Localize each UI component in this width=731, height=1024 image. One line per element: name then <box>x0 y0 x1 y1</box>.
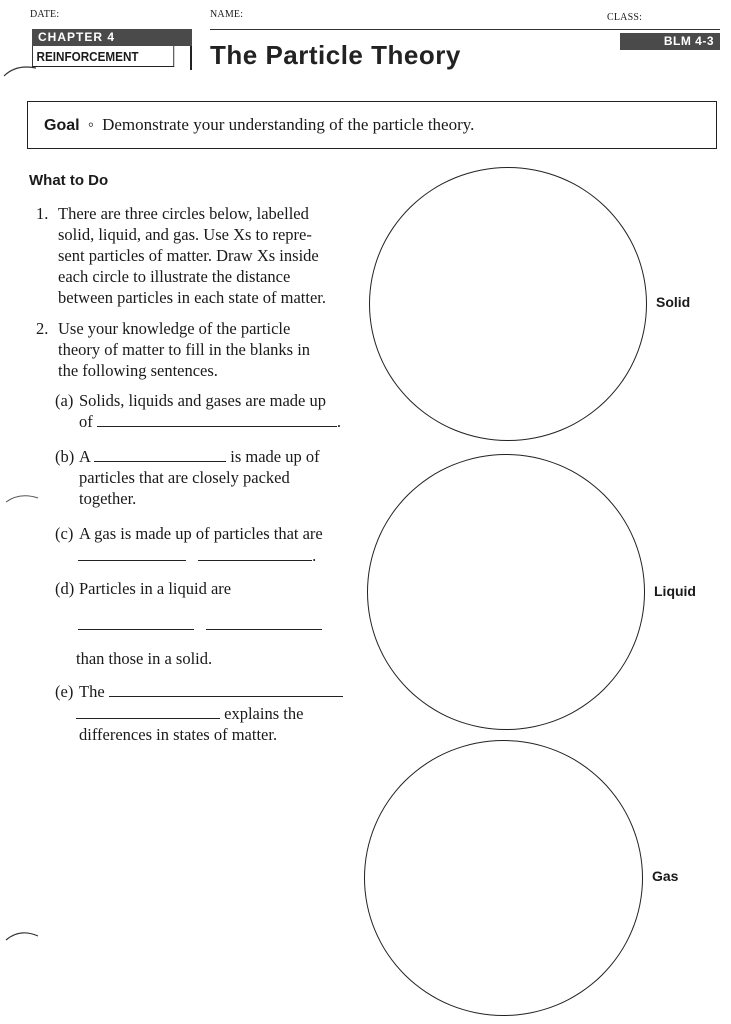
question-e-line2: explains the <box>76 703 303 724</box>
goal-text: Demonstrate your understanding of the particle theory. <box>102 115 475 134</box>
header-rule <box>210 29 720 30</box>
question-e-line1: The <box>79 681 343 702</box>
liquid-circle[interactable] <box>367 454 645 730</box>
goal-bullet: ◦ <box>87 115 94 134</box>
answer-blank[interactable] <box>76 704 220 719</box>
blm-badge: BLM 4-3 <box>620 33 720 50</box>
item-2-text: Use your knowledge of the particle theory of matter to fill in the blanks in the following sentences. <box>58 319 311 380</box>
question-c-label: (c) <box>55 524 74 543</box>
margin-curl-mark <box>2 62 38 80</box>
item-1-number: 1. <box>36 204 49 223</box>
chapter-box <box>32 29 192 69</box>
answer-blank[interactable] <box>198 546 312 561</box>
answer-blank[interactable] <box>94 447 226 462</box>
question-a-text: Solids, liquids and gases are made up <box>79 391 327 410</box>
question-b-line2: particles that are closely packed <box>79 468 290 487</box>
reinforcement-label: REINFORCEMENT <box>32 46 174 67</box>
question-e-line3: differences in states of matter. <box>79 725 278 744</box>
answer-blank[interactable] <box>78 546 186 561</box>
solid-label: Solid <box>656 294 691 310</box>
answer-blank[interactable] <box>206 615 322 630</box>
question-d-line3: than those in a solid. <box>76 649 213 668</box>
goal-label: Goal <box>44 117 80 134</box>
question-b-line3: together. <box>79 489 137 508</box>
class-label: CLASS: <box>607 12 643 23</box>
gas-label: Gas <box>652 868 679 884</box>
question-c-text: A gas is made up of particles that are <box>79 524 323 543</box>
name-label: NAME: <box>210 9 244 20</box>
margin-curl-mark <box>4 490 40 506</box>
question-a-line2: of . <box>79 412 341 431</box>
liquid-label: Liquid <box>654 583 696 599</box>
gas-circle[interactable] <box>364 740 643 1016</box>
question-d-text: Particles in a liquid are <box>79 579 232 598</box>
question-b-line1: A is made up of <box>79 447 320 466</box>
question-c-line2: . <box>78 545 316 566</box>
answer-blank[interactable] <box>78 615 194 630</box>
margin-curl-mark <box>4 926 40 944</box>
date-label: DATE: <box>30 9 60 20</box>
what-to-do-heading: What to Do <box>29 172 109 189</box>
question-d-line2 <box>78 614 322 635</box>
title-divider <box>190 46 192 70</box>
item-2-number: 2. <box>36 319 49 338</box>
answer-blank[interactable] <box>97 412 337 427</box>
answer-blank[interactable] <box>109 682 343 697</box>
solid-circle[interactable] <box>369 167 647 441</box>
question-a-label: (a) <box>55 391 74 410</box>
page-title: The Particle Theory <box>210 40 461 70</box>
goal-box <box>27 101 717 149</box>
question-d-label: (d) <box>55 579 75 598</box>
question-e-label: (e) <box>55 682 74 701</box>
question-b-label: (b) <box>55 447 75 466</box>
item-1-text: There are three circles below, labelled solid, liquid, and gas. Use Xs to repre- sent particles of matter. Draw Xs inside each circle to illustrate the distance between particles in each state of matter. <box>58 204 327 307</box>
chapter-label: CHAPTER 4 <box>32 29 192 46</box>
